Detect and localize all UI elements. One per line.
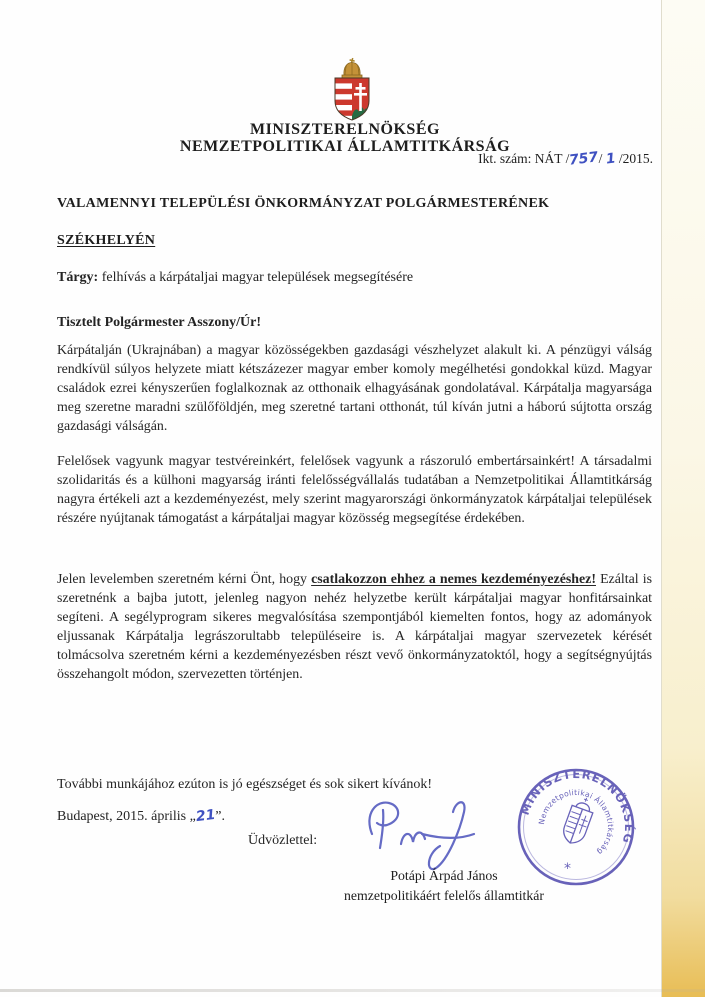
holy-crown: [342, 57, 362, 79]
body-paragraph-2: Felelősek vagyunk magyar testvéreinkért, felelősek vagyunk a rászoruló embertársainkért! A társadalmi szolidaritás és a külhoni magyarság iránti felelősségvállalás tudatában a Nemzetpolitikai Államtitkárság nagyra értékeli azt a kezdeményezést, mely szerint magyarországi önkormányzatok kárpátaljai települések részére nyújtanak támogatást a kárpátaljai magyar közösség megsegítése érdekében.: [57, 454, 652, 526]
reference-number-line: [478, 151, 653, 167]
stamp-inner-text: Nemzetpolitikai Államtitkárság: [537, 787, 616, 857]
reference-handwritten-number: 757: [568, 149, 600, 169]
closing-wish: További munkájához ezúton is jó egészséget és sok sikert kívánok!: [57, 777, 432, 792]
salutation: Tisztelt Polgármester Asszony/Úr!: [57, 315, 261, 330]
date-printed: Budapest, 2015. április „: [57, 809, 196, 824]
recipient-line: VALAMENNYI TELEPÜLÉSI ÖNKORMÁNYZAT POLGÁRMESTERÉNEK: [57, 196, 550, 211]
reference-separator: /: [598, 151, 606, 166]
org-name-line2: NEMZETPOLITIKAI ÁLLAMTITKÁRSÁG: [179, 138, 511, 155]
stamp-outer-text: MINISZTERELNÖKSÉG: [517, 766, 637, 846]
reference-handwritten-subnumber: 1: [604, 150, 617, 168]
subject-text: felhívás a kárpátaljai magyar települések megsegítésére: [98, 270, 414, 285]
date-line: [57, 808, 225, 825]
subject-label: Tárgy:: [57, 270, 99, 285]
subject-line: [57, 270, 413, 286]
scan-edge-artifact-bottom: [0, 989, 705, 992]
paragraph3-rest: Ezáltal is szeretnénk a bajba jutott, jelenleg nagyon nehéz helyzetbe került kárpátaljai magyar honfitársainkat segíteni. A segélyprogram sikeres megvalósítása szempontjából kiemelten fontos, hogy az adományok eljussanak Kárpátalja legrászorultabb településeire is. A kárpátaljai magyar szervezetek kérését tolmácsolva szeretném kérni a kezdeményezésben részt vevő önkormányzatoktól, hogy a segítségnyújtás összehangolt módon, szervezetten történjen.: [57, 572, 652, 682]
signer-name: Potápi Árpád János: [390, 868, 498, 883]
hungarian-coat-of-arms-icon: [332, 56, 372, 122]
stamp-star-symbol: *: [564, 861, 571, 877]
reference-year: /2015.: [615, 151, 653, 166]
shield: [335, 78, 369, 122]
paragraph3-lead: Jelen levelemben szeretném kérni Önt, hogy: [57, 572, 312, 587]
recipient-location: SZÉKHELYÉN: [57, 233, 156, 248]
body-paragraph-1: Kárpátalján (Ukrajnában) a magyar közösségekben gazdasági vészhelyzet alakult ki. A pénzügyi válság rendkívül súlyos helyzete miatt kétszázezer magyar ember komoly megélhetési gondokkal küzd. Magyar családok ezrei kényszerűen foglalkoznak az otthonaik elhagyásának gondolatával. Kárpátalja magyarsága meg szeretne maradni szülőföldjén, meg szeretné tartani otthonát, túl kíván jutni a háború sújtotta ország gazdasági válságán.: [57, 343, 652, 434]
stamp-coat-of-arms-icon: [560, 794, 597, 847]
paragraph3-emphasis: csatlakozzon ehhez a nemes kezdeményezéshez!: [311, 572, 596, 587]
reference-prefix: Ikt. szám: NÁT /: [478, 151, 570, 166]
date-closing-quote: ”.: [215, 809, 226, 824]
org-name-line1: MINISZTERELNÖKSÉG: [250, 121, 440, 138]
body-paragraph-3: [57, 570, 652, 684]
regards: Üdvözlettel:: [248, 833, 318, 848]
date-handwritten-day: 21: [194, 806, 217, 826]
signer-title: nemzetpolitikáért felelős államtitkár: [344, 888, 544, 903]
office-stamp: [506, 757, 646, 897]
